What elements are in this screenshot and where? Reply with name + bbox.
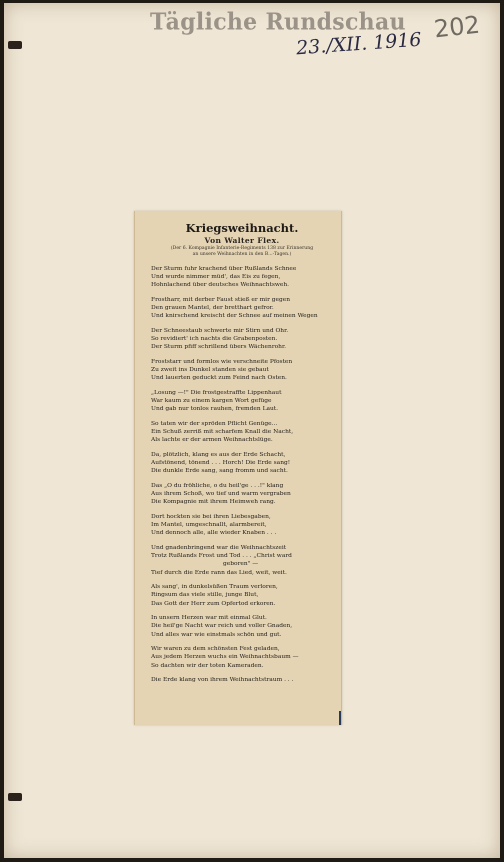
poem-line: Frostharr, mit derber Faust stieß er mir gegen xyxy=(151,297,291,303)
poem-line: So dachten wir der toten Kameraden. xyxy=(151,662,264,669)
poem-line: Da, plötzlich, klang es aus der Erde Schacht, xyxy=(151,452,286,458)
poem-line: Aus jedem Herzen wuchs ein Weihnachtsbaum — xyxy=(151,654,299,661)
poem-stanza xyxy=(151,676,333,684)
poem-line: Und gnadenbringend war die Weihnachtszeit xyxy=(151,545,287,551)
poem-line: Und lauerten geduckt zum Feind nach Osten. xyxy=(151,375,287,382)
poem-author: Von Walter Flex. xyxy=(204,236,280,245)
poem-line: Und gab nur tonlos rauhen, fremden Laut. xyxy=(151,406,279,413)
archive-sheet xyxy=(4,3,500,858)
poem-stanza xyxy=(151,482,333,507)
poem-stanza xyxy=(151,614,333,639)
poem-dedication xyxy=(151,246,333,258)
poem-stanza xyxy=(151,327,333,352)
poem-title: Kriegsweihnacht. xyxy=(185,221,299,235)
poem-line: Und alles war wie einstmals schön und gut. xyxy=(151,631,282,638)
poem-stanza xyxy=(151,544,333,577)
poem-line: Der Sturm pfiff schrillend übers Wächenrohr. xyxy=(151,344,287,351)
poem-line: Der Schneestaub schwerte mir Stirn und Ohr. xyxy=(151,328,289,334)
poem-line: Das „O du fröhliche, o du heil'ge . . .!" klang xyxy=(151,483,284,489)
punch-hole xyxy=(8,41,22,49)
poem-line: Froststarr und formlos wie verschneite Pfosten xyxy=(151,359,293,365)
poem-line: Zu zweit ins Dunkel standen sie gebaut xyxy=(151,367,269,374)
poem-line: In unsern Herzen war mit einmal Glut. xyxy=(151,615,267,622)
poem-line: Trotz Rußlands Frost und Tod . . . „Christ ward xyxy=(151,553,292,560)
poem-line: Tief durch die Erde rann das Lied, weit, weit. xyxy=(151,569,287,576)
poem-line: So revidiert' ich nachts die Grabenposten. xyxy=(151,336,278,343)
poem-line: Im Mantel, umgeschnallt, alarmbereit, xyxy=(151,522,267,529)
poem-line: „Losung —!" Die frostgestraffte Lippenhaut xyxy=(151,390,282,396)
poem-stanza xyxy=(151,296,333,321)
poem-line: Hohnlachend über deutsches Weihnachtsweh. xyxy=(151,282,290,289)
poem-line: geboren" — xyxy=(223,561,259,568)
poem-line: Aus ihrem Schoß, wo tief und warm vergraben xyxy=(151,491,291,498)
poem-line: Ringsum das viele stille, junge Blut, xyxy=(151,592,259,599)
poem-line: Und knirschend kreischt der Schnee auf meinen Wegen xyxy=(151,313,318,320)
poem-stanza xyxy=(151,389,333,414)
poem-stanza xyxy=(151,583,333,608)
newspaper-clipping xyxy=(134,211,342,725)
poem-line: So taten wir der spröden Pflicht Genüge... xyxy=(151,421,278,427)
poem-line: Ein Schuß zerriß mit scharfem Knall die Nacht, xyxy=(151,429,294,436)
poem-line: Als lachte er der armen Weihnachtslüge. xyxy=(151,437,273,444)
poem-line: Den grauen Mantel, der bretthart gefror. xyxy=(151,305,274,312)
newspaper-masthead: Tägliche Rundschau xyxy=(150,8,406,36)
poem-line: Aufstönend, tönend . . . Horch! Die Erde sang! xyxy=(151,460,291,467)
poem-line: Als sang', in dunkelsüßen Traum verloren, xyxy=(151,584,278,591)
poem-body xyxy=(151,265,333,684)
poem-stanza xyxy=(151,513,333,538)
poem-line: Die heil'ge Nacht war reich und voller Gnaden, xyxy=(151,623,293,630)
pen-mark xyxy=(339,711,341,725)
poem-line: Und wurde nimmer müd', das Eis zu fegen, xyxy=(151,274,281,281)
poem-line: Wir waren zu dem schönsten Fest geladen, xyxy=(151,646,280,653)
poem-stanza xyxy=(151,358,333,383)
poem-line: War kaum zu einem kargen Wort gefüge xyxy=(151,398,272,405)
dedication-line: (Der 6. Kompagnie Infanterie-Regiments 138 zur Erinnerung xyxy=(170,246,314,251)
poem-line: Die Kompagnie mit ihrem Heimweh rang. xyxy=(151,499,276,506)
poem-stanza xyxy=(151,645,333,670)
poem-line: Das Gott der Herr zum Opfertod erkoren. xyxy=(151,600,276,607)
dedication-line: an unsere Weihnachten in den B...-Tagen.) xyxy=(192,252,292,257)
poem-stanza xyxy=(151,265,333,290)
poem-line: Die dunkle Erde sang, sang fromm und sacht. xyxy=(151,468,288,475)
handwritten-date: 23./XII. 1916 xyxy=(295,28,423,60)
poem-line: Die Erde klang von ihrem Weihnachtstraum . . . xyxy=(151,677,294,684)
poem-stanza xyxy=(151,420,333,445)
handwritten-page-number: 202 xyxy=(432,10,482,44)
poem-line: Dort hockten sie bei ihren Liebesgaben, xyxy=(151,514,271,520)
poem-line: Und dennoch alle, alle wieder Knaben . . . xyxy=(151,530,277,537)
poem-line: Der Sturm fuhr krachend über Rußlands Schnee xyxy=(151,266,297,272)
punch-hole xyxy=(8,793,22,801)
poem-stanza xyxy=(151,451,333,476)
